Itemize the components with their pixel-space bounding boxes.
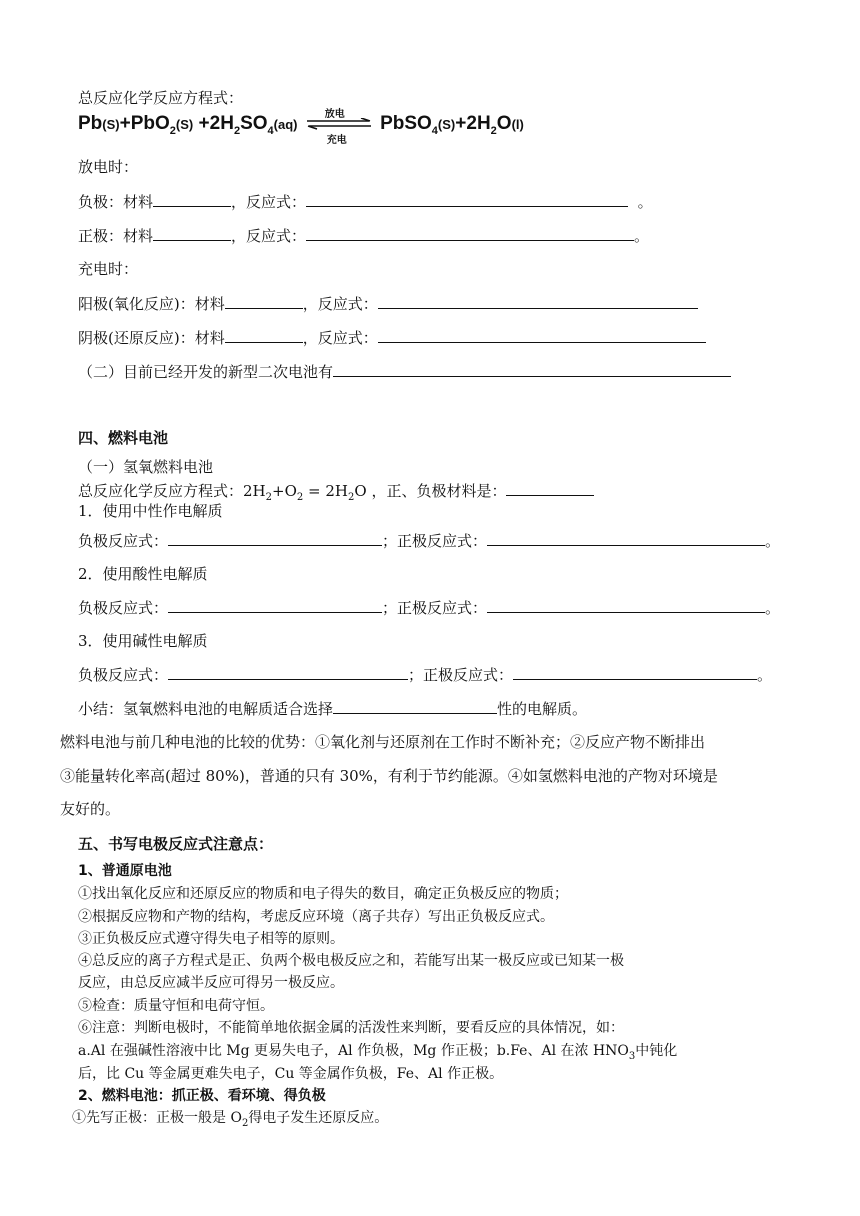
reversible-arrow-icon <box>305 118 373 130</box>
note-6b-text: a.Al 在强碱性溶液中比 Mg 更易失电子，Al 作负极，Mg 作正极；b.Fe、Al 在浓 HNO <box>78 1043 629 1059</box>
positive-reaction-label: ；正极反应式： <box>382 599 488 617</box>
fuel-eq-end: = 2H <box>303 482 348 500</box>
advantage-line-2: ③能量转化率高(超过 80%)，普通的只有 30%，有利于节约能源。④如氢燃料电池的产物对环境是 <box>60 767 718 785</box>
eq-state: (S) <box>102 117 120 133</box>
eq-state: (aq) <box>273 117 298 133</box>
positive-reaction-label: ；正极反应式： <box>382 532 488 550</box>
electrode-material-blank[interactable] <box>506 480 594 496</box>
eq-pb: Pb <box>78 113 103 135</box>
eq-sub: 2 <box>348 492 355 503</box>
charge-title: 充电时： <box>78 260 139 278</box>
eq-sub: 2 <box>233 124 241 137</box>
summary-line <box>78 698 587 719</box>
acid-electrolyte-title: 2．使用酸性电解质 <box>78 565 208 583</box>
eq-sub: 4 <box>431 124 438 137</box>
period: 。 <box>637 193 653 211</box>
summary-label: 小结：氢氧燃料电池的电解质适合选择 <box>78 700 334 718</box>
eq-sub: 2 <box>296 492 304 503</box>
eq-h2so4: 2H <box>209 113 234 135</box>
anode-reaction-blank[interactable] <box>378 293 698 309</box>
positive-material-blank[interactable] <box>153 225 231 241</box>
charge-label: 充电 <box>326 135 347 146</box>
reaction-label: ，反应式： <box>302 329 378 347</box>
reaction-label: ，反应式： <box>302 295 378 313</box>
eq-sub: 3 <box>628 1050 636 1062</box>
fuel-cell-note-heading: 2、燃料电池：抓正极、看环境、得负极 <box>78 1088 326 1104</box>
charge-cathode-line <box>78 327 706 348</box>
lead-acid-equation <box>78 109 524 149</box>
eq-plus: + <box>119 113 131 135</box>
positive-material-label: 正极：材料 <box>78 227 154 245</box>
eq-h2o-rest: O <box>496 113 512 135</box>
fuel-eq-prefix: 总反应化学反应方程式：2H <box>78 482 266 500</box>
base-reaction-line <box>78 664 772 685</box>
eq-sub: 2 <box>241 1117 249 1129</box>
positive-reaction-label: ；正极反应式： <box>408 666 514 684</box>
discharge-label: 放电 <box>324 109 345 120</box>
electrode-material-label: O ，正、负极材料是： <box>354 482 507 500</box>
eq-pbo2: PbO <box>130 113 170 135</box>
advantage-line-1: 燃料电池与前几种电池的比较的优势：①氧化剂与还原剂在工作时不断补充；②反应产物不断排出 <box>60 733 706 751</box>
neutral-positive-blank[interactable] <box>487 530 765 546</box>
eq-sub: 2 <box>490 124 497 137</box>
eq-sub: 2 <box>265 492 273 503</box>
summary-suffix: 性的电解质。 <box>497 700 588 718</box>
new-batteries-label: （二）目前已经开发的新型二次电池有 <box>78 363 334 381</box>
period: 。 <box>757 666 773 684</box>
negative-reaction-label: 负极反应式： <box>78 666 169 684</box>
cathode-material-blank[interactable] <box>225 327 303 343</box>
neutral-negative-blank[interactable] <box>168 530 382 546</box>
eq-plus: + <box>455 113 467 135</box>
note-6b-tail: 中钝化 <box>635 1043 678 1059</box>
note-3: ③正负极反应式遵守得失电子相等的原则。 <box>78 931 344 947</box>
anode-material-label: 阳极(氧化反应)：材料 <box>78 295 225 313</box>
eq-h2o: 2H <box>466 113 491 135</box>
acid-reaction-line <box>78 597 780 618</box>
fuel-note-1 <box>72 1109 388 1133</box>
base-electrolyte-title: 3．使用碱性电解质 <box>78 632 208 650</box>
negative-reaction-label: 负极反应式： <box>78 532 169 550</box>
note-6a: ⑥注意：判断电极时，不能简单地依据金属的活泼性来判断，要看反应的具体情况，如： <box>78 1020 624 1036</box>
cathode-material-label: 阴极(还原反应)：材料 <box>78 329 225 347</box>
discharge-positive-line <box>78 225 649 246</box>
new-batteries-line <box>78 361 731 382</box>
eq-sub: 2 <box>169 124 176 137</box>
cathode-reaction-blank[interactable] <box>378 327 706 343</box>
advantage-line-3: 友好的。 <box>60 800 121 818</box>
ordinary-cell-heading: 1、普通原电池 <box>78 863 172 879</box>
eq-sub: 4 <box>267 124 274 137</box>
acid-positive-blank[interactable] <box>487 597 765 613</box>
fuel-note-1-text: ①先写正极：正极一般是 O <box>72 1110 242 1126</box>
reversible-arrow <box>305 109 373 146</box>
period: 。 <box>765 532 781 550</box>
fuel-cell-heading: 四、燃料电池 <box>78 429 169 447</box>
period: 。 <box>634 227 650 245</box>
anode-material-blank[interactable] <box>225 293 303 309</box>
hydrogen-oxygen-heading: （一）氢氧燃料电池 <box>78 458 214 476</box>
note-6c: 后，比 Cu 等金属更难失电子，Cu 等金属作负极，Fe、Al 作正极。 <box>78 1066 504 1082</box>
negative-material-label: 负极：材料 <box>78 193 154 211</box>
new-batteries-blank[interactable] <box>333 361 731 377</box>
neutral-reaction-line <box>78 530 780 551</box>
charge-anode-line <box>78 293 698 314</box>
base-negative-blank[interactable] <box>168 664 408 680</box>
discharge-negative-line <box>78 191 653 212</box>
base-positive-blank[interactable] <box>513 664 757 680</box>
note-1: ①找出氧化反应和还原反应的物质和电子得失的数目，确定正负极反应的物质； <box>78 886 568 902</box>
eq-plus: + <box>198 113 210 135</box>
note-4b: 反应，由总反应减半反应可得另一极反应。 <box>78 975 344 991</box>
note-5: ⑤检查：质量守恒和电荷守恒。 <box>78 998 274 1014</box>
reaction-label: ，反应式： <box>231 193 307 211</box>
neutral-electrolyte-title: 1．使用中性作电解质 <box>78 502 223 520</box>
eq-pbso4: PbSO <box>380 113 432 135</box>
notes-heading: 五、书写电极反应式注意点： <box>78 835 274 853</box>
fuel-eq-mid: +O <box>272 482 297 500</box>
positive-reaction-blank[interactable] <box>306 225 634 241</box>
summary-blank[interactable] <box>333 698 497 714</box>
eq-state: (S) <box>175 117 194 133</box>
reaction-label: ，反应式： <box>231 227 307 245</box>
period: 。 <box>765 599 781 617</box>
eq-h2so4-rest: SO <box>240 113 268 135</box>
discharge-title: 放电时： <box>78 158 139 176</box>
eq-state: (S) <box>437 117 456 133</box>
note-6b <box>78 1042 677 1066</box>
note-4a: ④总反应的离子方程式是正、负两个极电极反应之和，若能写出某一极反应或已知某一极 <box>78 953 624 969</box>
negative-reaction-label: 负极反应式： <box>78 599 169 617</box>
fuel-note-1-tail: 得电子发生还原反应。 <box>248 1110 389 1126</box>
note-2: ②根据反应物和产物的结构，考虑反应环境（离子共存）写出正负极反应式。 <box>78 909 554 925</box>
negative-reaction-blank[interactable] <box>306 191 628 207</box>
eq-state: (l) <box>511 117 524 133</box>
total-reaction-label: 总反应化学反应方程式： <box>78 89 244 107</box>
acid-negative-blank[interactable] <box>168 597 382 613</box>
negative-material-blank[interactable] <box>153 191 231 207</box>
